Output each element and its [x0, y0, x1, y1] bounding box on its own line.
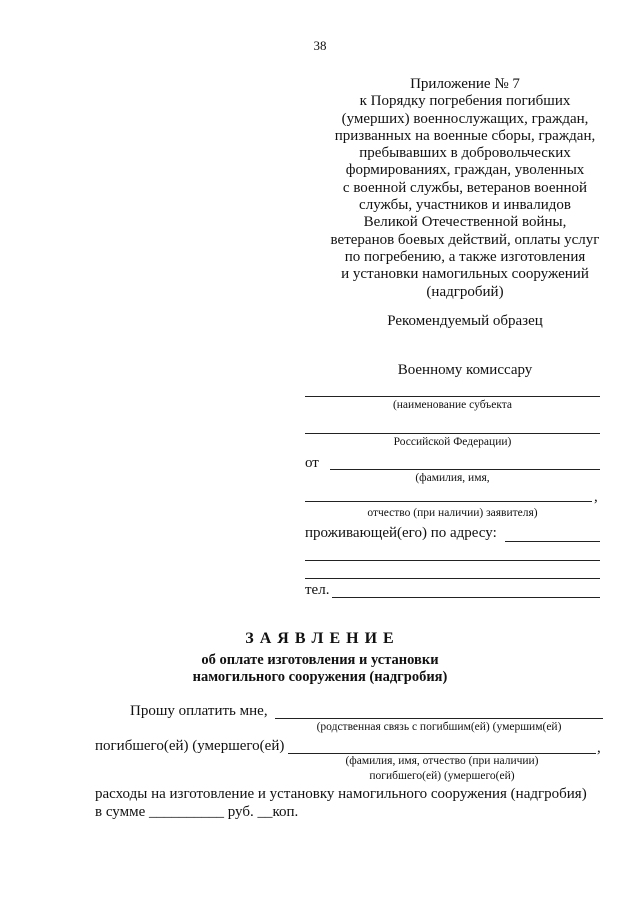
caption-deceased: погибшего(ей) (умершего(ей): [369, 770, 515, 782]
address-field-3[interactable]: [305, 578, 600, 579]
statement-subtitle-2: намогильного сооружения (надгробия): [192, 669, 448, 685]
phone-label: тел.: [305, 582, 330, 598]
caption-relation: (родственная связь с погибшим(ей) (умершим(ей): [316, 721, 562, 733]
appendix-line: пребывавших в добровольческих: [359, 145, 571, 162]
appendix-line: по погребению, а также изготовления: [344, 248, 586, 265]
comma: ,: [594, 489, 598, 505]
kop-label: коп.: [272, 804, 299, 820]
amount-kop-field[interactable]: __: [257, 804, 273, 820]
appendix-line: службы, участников и инвалидов: [359, 197, 571, 214]
residing-label: проживающей(его) по адресу:: [305, 525, 497, 541]
deceased-label: погибшего(ей) (умершего(ей): [95, 738, 285, 754]
appendix-line: Великой Отечественной войны,: [363, 214, 567, 231]
subject-name-field[interactable]: [305, 396, 600, 397]
caption-patronymic: отчество (при наличии) заявителя): [367, 507, 538, 519]
appendix-line: Приложение № 7: [410, 76, 520, 92]
caption-deceased-name: (фамилия, имя, отчество (при наличии): [345, 755, 539, 767]
caption-subject: (наименование субъекта: [392, 399, 513, 411]
address-field-2[interactable]: [305, 560, 600, 561]
appendix-header: [300, 76, 630, 301]
addressee-title: Военному комиссару: [397, 362, 533, 378]
appendix-line: (умерших) военнослужащих, граждан,: [341, 110, 589, 127]
statement-subtitle-1: об оплате изготовления и установки: [201, 652, 439, 668]
rub-label: руб.: [227, 804, 254, 820]
from-label: от: [305, 455, 319, 471]
applicant-name-field[interactable]: [330, 469, 600, 470]
appendix-line: ветеранов боевых действий, оплаты услуг: [330, 231, 600, 248]
comma-2: ,: [597, 740, 601, 756]
expenses-text: расходы на изготовление и установку намогильного сооружения (надгробия): [95, 786, 587, 802]
page-number: 38: [313, 38, 327, 53]
address-field-1[interactable]: [505, 541, 600, 542]
amount-rub-field[interactable]: __________: [149, 804, 224, 820]
appendix-line: формированиях, граждан, уволенных: [345, 162, 585, 179]
caption-federation: Российской Федерации): [393, 436, 512, 448]
applicant-patronymic-field[interactable]: [305, 501, 592, 502]
appendix-line: с военной службы, ветеранов военной: [342, 179, 588, 196]
caption-name: (фамилия, имя,: [415, 472, 490, 484]
relation-field[interactable]: [275, 718, 603, 719]
appendix-line: и установки намогильных сооружений: [341, 266, 589, 283]
federation-field[interactable]: [305, 433, 600, 434]
amount-line: [95, 804, 298, 821]
deceased-name-field[interactable]: [288, 753, 596, 754]
appendix-line: к Порядку погребения погибших: [359, 93, 571, 110]
appendix-line: призванных на военные сборы, граждан,: [334, 127, 596, 144]
amount-prefix: в сумме: [95, 804, 146, 820]
statement-heading: З А Я В Л Е Н И Е: [245, 630, 395, 647]
phone-field[interactable]: [332, 597, 600, 598]
appendix-line: (надгробий): [426, 283, 504, 300]
request-label: Прошу оплатить мне,: [130, 703, 268, 719]
sample-label: Рекомендуемый образец: [387, 313, 543, 329]
